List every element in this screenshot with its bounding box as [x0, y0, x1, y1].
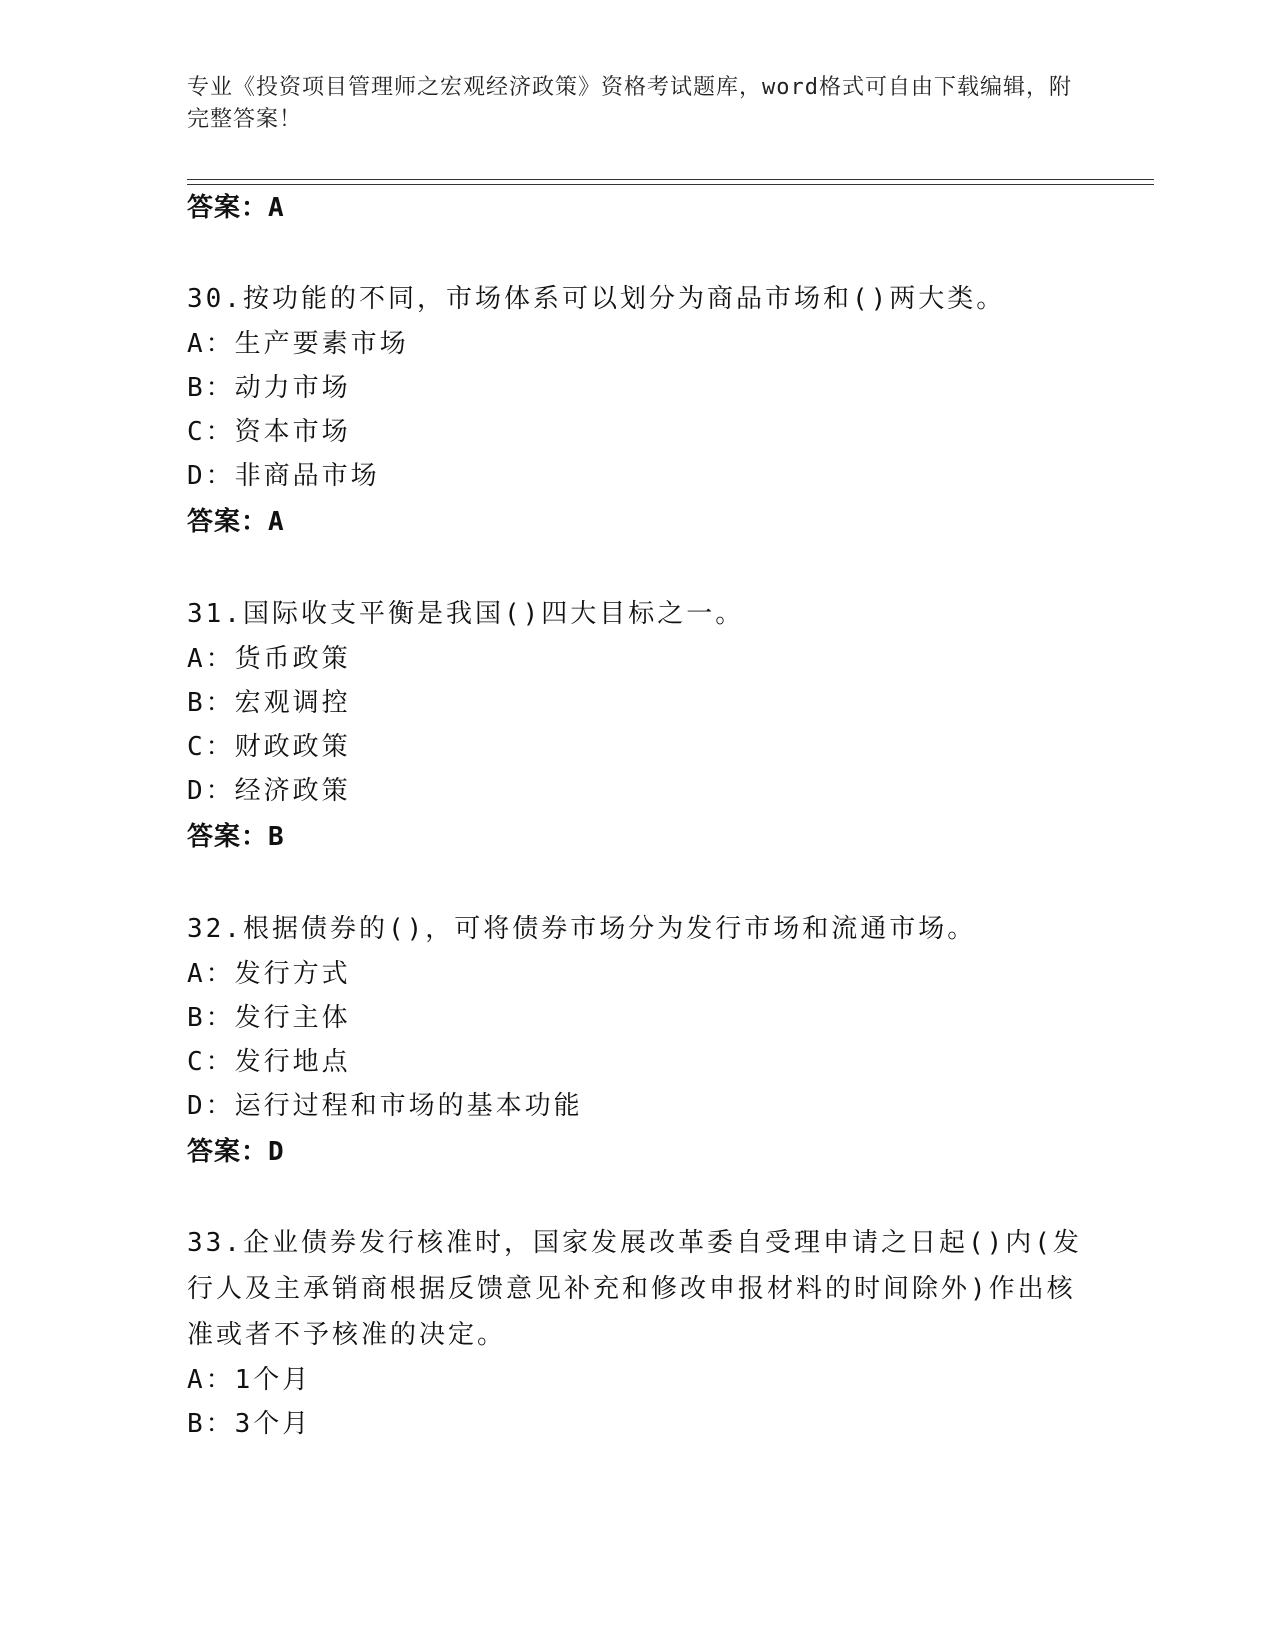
question-32-option-a: A：发行方式	[187, 959, 351, 989]
question-31-option-c: C：财政政策	[187, 732, 351, 762]
answer-29: 答案：A	[187, 193, 285, 223]
question-33-option-b: B：3个月	[187, 1409, 312, 1439]
question-32-option-b: B：发行主体	[187, 1003, 351, 1033]
question-31-option-d: D：经济政策	[187, 776, 351, 806]
header-rule-top	[187, 179, 1154, 180]
question-30-answer: 答案：A	[187, 507, 285, 537]
question-30-option-c: C：资本市场	[187, 417, 351, 447]
header-rule-bottom	[187, 184, 1154, 185]
question-30-option-b: B：动力市场	[187, 373, 351, 403]
question-32-stem: 32.根据债券的()，可将债券市场分为发行市场和流通市场。	[187, 914, 977, 944]
question-31-stem: 31.国际收支平衡是我国()四大目标之一。	[187, 599, 745, 629]
question-31-option-b: B：宏观调控	[187, 688, 351, 718]
question-32-option-d: D：运行过程和市场的基本功能	[187, 1091, 583, 1121]
question-32-option-c: C：发行地点	[187, 1047, 351, 1077]
question-33-stem: 33.企业债券发行核准时，国家发展改革委自受理申请之日起()内(发行人及主承销商根据反馈意见补充和修改申报材料的时间除外)作出核准或者不予核准的决定。	[187, 1228, 1082, 1350]
question-30-option-a: A：生产要素市场	[187, 329, 409, 359]
question-30-stem: 30.按功能的不同，市场体系可以划分为商品市场和()两大类。	[187, 284, 1006, 314]
question-31-option-a: A：货币政策	[187, 644, 351, 674]
question-31-answer: 答案：B	[187, 822, 285, 852]
document-header: 专业《投资项目管理师之宏观经济政策》资格考试题库，word格式可自由下载编辑，附完整答案！	[187, 75, 1072, 132]
question-32-answer: 答案：D	[187, 1137, 285, 1167]
question-33-option-a: A：1个月	[187, 1365, 312, 1395]
question-30-option-d: D：非商品市场	[187, 461, 380, 491]
